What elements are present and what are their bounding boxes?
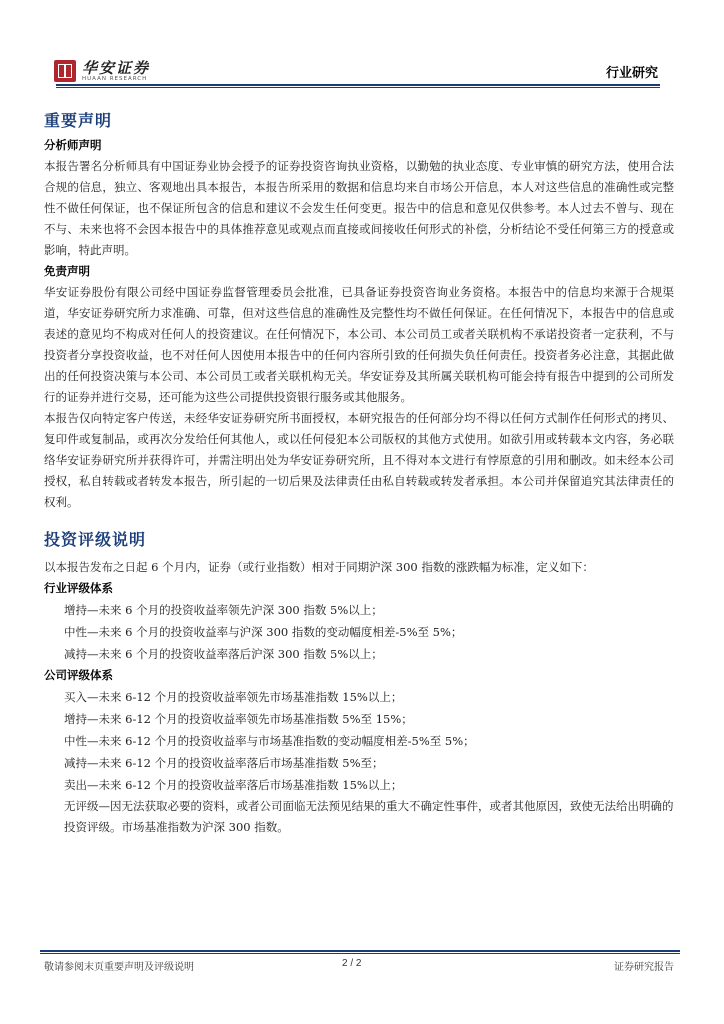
no-rating-note: 无评级—因无法获取必要的资料，或者公司面临无法预见结果的重大不确定性事件，或者其他原因，致使无法给出明确的投资评级。市场基准指数为沪深 300 指数。 xyxy=(64,799,674,834)
company-rating-item: 减持—未来 6-12 个月的投资收益率落后市场基准指数 5%至； xyxy=(64,756,384,770)
rating-title: 投资评级说明 xyxy=(44,530,147,549)
company-rating-item: 中性—未来 6-12 个月的投资收益率与市场基准指数的变动幅度相差-5%至 5%； xyxy=(64,734,475,748)
industry-rating-title: 行业评级体系 xyxy=(44,581,113,595)
analyst-statement-title: 分析师声明 xyxy=(44,138,102,152)
company-rating-title: 公司评级体系 xyxy=(44,668,113,682)
footer-report-label: 证券研究报告 xyxy=(614,962,674,973)
company-rating-item: 买入—未来 6-12 个月的投资收益率领先市场基准指数 15%以上； xyxy=(64,690,403,704)
footer-divider-thin xyxy=(40,953,680,954)
logo-chinese-name: 华安证券 xyxy=(82,59,151,77)
analyst-statement-text: 本报告署名分析师具有中国证券业协会授予的证券投资咨询执业资格，以勤勉的执业态度、专业审慎的研究方法，使用合法合规的信息，独立、客观地出具本报告，本报告所采用的数据和信息均来自市场公开信息，本人对这些信息的准确性或完整性不做任何保证，也不保证所包含的信息和建议不会发生任何变更。报告中的信息和意见仅供参考。本人过去不曾与、现在不与、未来也将不会因本报告中的具体推荐意见或观点而直接或间接收任何形式的补偿，分析结论不受任何第三方的授意或影响，特此声明。 xyxy=(44,159,674,257)
industry-rating-item: 中性—未来 6 个月的投资收益率与沪深 300 指数的变动幅度相差-5%至 5%； xyxy=(64,625,463,639)
disclaimer-text-2: 本报告仅向特定客户传送，未经华安证券研究所书面授权，本研究报告的任何部分均不得以任何方式制作任何形式的拷贝、复印件或复制品，或再次分发给任何其他人，或以任何侵犯本公司版权的其他方式使用。如欲引用或转载本文内容，务必联络华安证券研究所并获得许可，并需注明出处为华安证券研究所，且不得对本文进行有悖原意的引用和删改。如未经本公司授权，私自转载或者转发本报告，所引起的一切后果及法律责任由私自转载或转发者承担。本公司并保留追究其法律责任的权利。 xyxy=(44,411,674,509)
header-divider xyxy=(56,84,660,86)
footer-divider xyxy=(40,950,680,952)
report-type-label: 行业研究 xyxy=(605,66,658,81)
rating-intro: 以本报告发布之日起 6 个月内，证券（或行业指数）相对于同期沪深 300 指数的涨跌幅为标准，定义如下： xyxy=(44,560,594,574)
company-rating-item: 增持—未来 6-12 个月的投资收益率领先市场基准指数 5%至 15%； xyxy=(64,712,413,726)
industry-rating-item: 减持—未来 6 个月的投资收益率落后沪深 300 指数 5%以上； xyxy=(64,647,383,661)
industry-rating-item: 增持—未来 6 个月的投资收益率领先沪深 300 指数 5%以上； xyxy=(64,603,383,617)
page-header xyxy=(40,58,680,94)
page-number: 2 / 2 xyxy=(342,958,362,969)
header-divider-thin xyxy=(56,87,660,88)
company-rating-item: 卖出—未来 6-12 个月的投资收益率落后市场基准指数 15%以上； xyxy=(64,778,403,792)
logo-english-name: HUAAN RESEARCH xyxy=(82,76,148,82)
disclaimer-text-1: 华安证券股份有限公司经中国证券监督管理委员会批准，已具备证券投资咨询业务资格。本报告中的信息均来源于合规渠道，华安证券研究所力求准确、可靠，但对这些信息的准确性及完整性均不做任何保证。在任何情况下，本报告中的信息或表述的意见均不构成对任何人的投资建议。在任何情况下，本公司、本公司员工或者关联机构不承诺投资者一定获利，不与投资者分享投资收益，也不对任何人因使用本报告中的任何内容所引致的任何损失负任何责任。投资者务必注意，其据此做出的任何投资决策与本公司、本公司员工或者关联机构无关。华安证券及其所属关联机构可能会持有报告中提到的公司所发行的证券并进行交易，还可能为这些公司提供投资银行服务或其他服务。 xyxy=(44,285,674,404)
disclaimer-title: 免责声明 xyxy=(44,264,90,278)
footer-notice: 敬请参阅末页重要声明及评级说明 xyxy=(44,962,194,973)
company-logo xyxy=(54,60,150,82)
page-content xyxy=(44,108,674,838)
important-statement-title: 重要声明 xyxy=(44,111,113,130)
logo-seal-icon xyxy=(54,60,76,82)
